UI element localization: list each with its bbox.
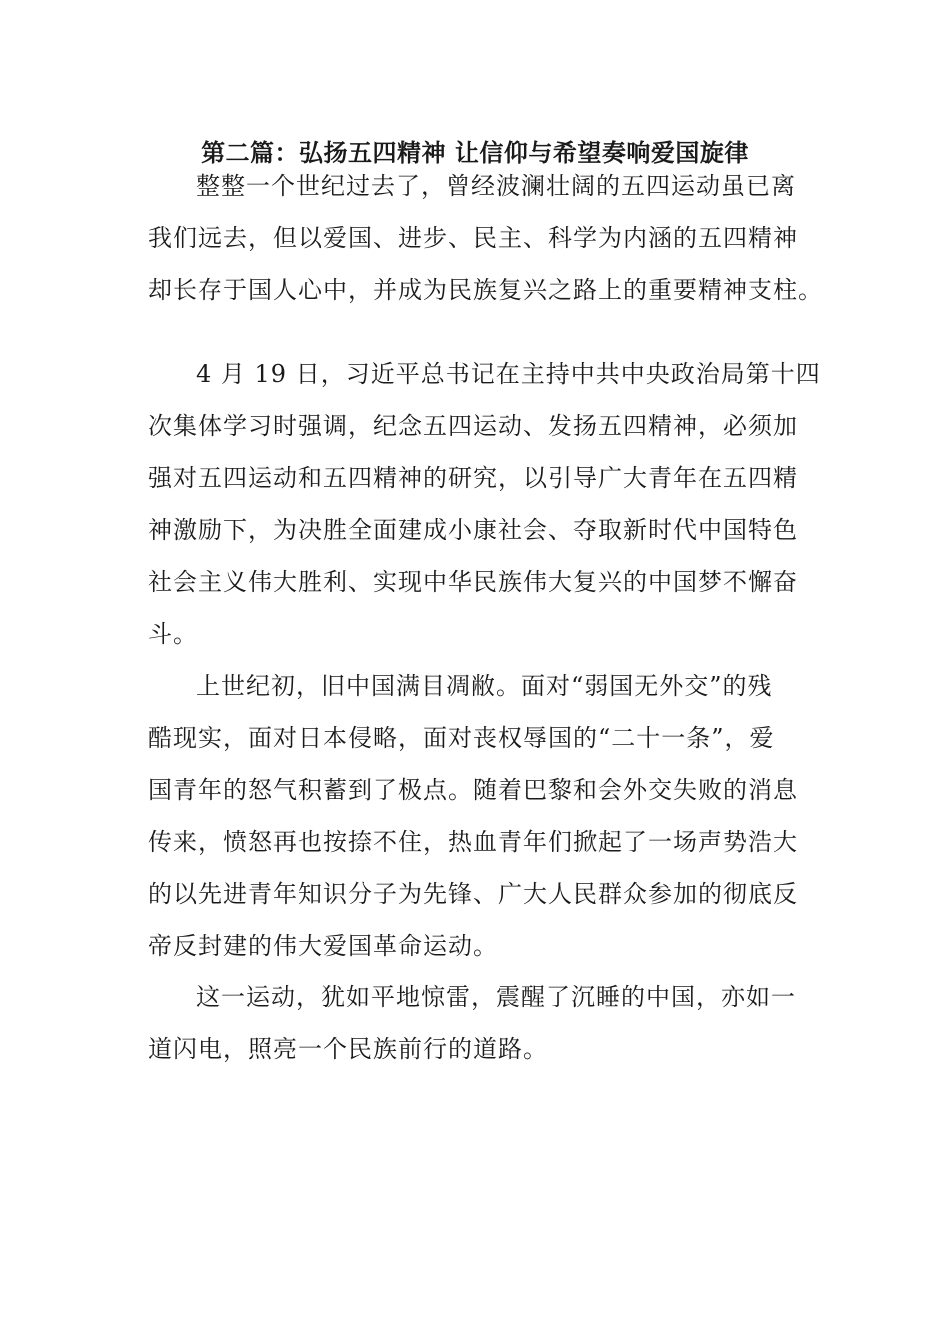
paragraph-line: 整整一个世纪过去了，曾经波澜壮阔的五四运动虽已离 xyxy=(196,172,796,200)
paragraph-line: 我们远去，但以爱国、进步、民主、科学为内涵的五四精神 xyxy=(148,224,798,252)
paragraph-2 xyxy=(148,348,821,660)
paragraph-line: 国青年的怒气积蓄到了极点。随着巴黎和会外交失败的消息 xyxy=(148,776,798,804)
paragraph-line: 酷现实，面对日本侵略，面对丧权辱国的“二十一条”，爱 xyxy=(148,724,775,752)
paragraph-line: 帝反封建的伟大爱国革命运动。 xyxy=(148,932,498,960)
paragraph-line: 神激励下，为决胜全面建成小康社会、夺取新时代中国特色 xyxy=(148,516,798,544)
paragraph-3 xyxy=(148,660,808,972)
paragraph-line: 强对五四运动和五四精神的研究，以引导广大青年在五四精 xyxy=(148,464,798,492)
paragraph-line: 这一运动，犹如平地惊雷，震醒了沉睡的中国，亦如一 xyxy=(196,983,796,1011)
paragraph-1 xyxy=(148,160,823,316)
paragraph-line: 斗。 xyxy=(148,620,198,648)
paragraph-line: 的以先进青年知识分子为先锋、广大人民群众参加的彻底反 xyxy=(148,880,798,908)
document-title: 第二篇：弘扬五四精神 让信仰与希望奏响爱国旋律 xyxy=(201,139,749,167)
paragraph-4 xyxy=(148,971,808,1075)
paragraph-line: 上世纪初，旧中国满目凋敝。面对“弱国无外交”的残 xyxy=(196,672,773,700)
paragraph-line: 社会主义伟大胜利、实现中华民族伟大复兴的中国梦不懈奋 xyxy=(148,568,798,596)
paragraph-line: 传来，愤怒再也按捺不住，热血青年们掀起了一场声势浩大 xyxy=(148,828,798,856)
paragraph-line: 道闪电，照亮一个民族前行的道路。 xyxy=(148,1035,548,1063)
paragraph-line: 却长存于国人心中，并成为民族复兴之路上的重要精神支柱。 xyxy=(148,276,823,304)
paragraph-line: 4 月 19 日，习近平总书记在主持中共中央政治局第十四 xyxy=(196,360,821,388)
paragraph-line: 次集体学习时强调，纪念五四运动、发扬五四精神，必须加 xyxy=(148,412,798,440)
